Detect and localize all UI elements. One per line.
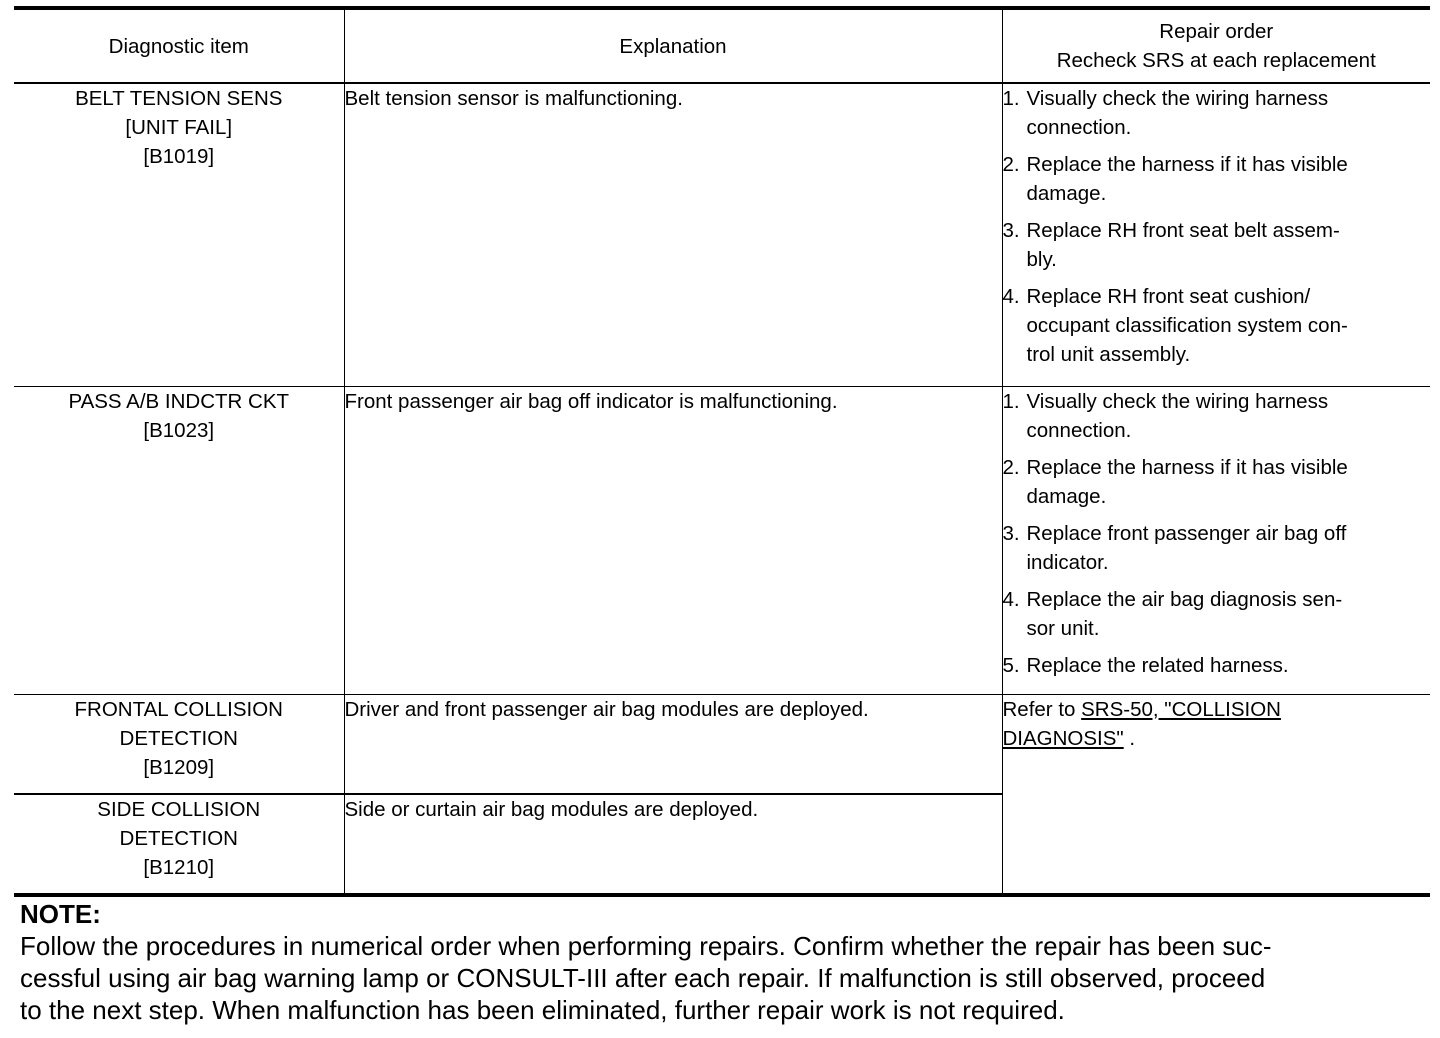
repair-order-cell [1002,694,1430,895]
note-title: NOTE: [20,899,101,929]
diagnostic-item-cell: BELT TENSION SENS [UNIT FAIL] [B1019] [75,87,283,168]
table-row [14,694,1430,794]
table-header-row [14,8,1430,83]
repair-steps-list [1003,387,1431,680]
collision-diagnosis-link[interactable]: SRS-50, "COLLISION [1081,697,1281,721]
repair-step: 2. Replace the harness if it has visible damage. [1002,455,1348,508]
table-row [14,83,1430,386]
explanation-cell: Driver and front passenger air bag modules are deployed. [344,694,1002,794]
refer-suffix: . [1123,726,1136,750]
collision-diagnosis-link-cont[interactable]: DIAGNOSIS" [1002,726,1124,750]
table-row [14,386,1430,694]
note-text-line: to the next step. When malfunction has been eliminated, further repair work is not required. [20,995,1065,1025]
note-text-line: cessful using air bag warning lamp or CONSULT-III after each repair. If malfunction is still observed, proceed [20,963,1266,993]
repair-step: 3. Replace front passenger air bag off indicator. [1002,521,1347,574]
diagnostic-item-cell: PASS A/B INDCTR CKT [B1023] [14,386,344,694]
repair-step: 2. Replace the harness if it has visible damage. [1002,153,1348,205]
repair-steps-list [1003,84,1431,369]
header-explanation: Explanation [344,8,1002,83]
diagnostic-item-cell: FRONTAL COLLISION DETECTION [B1209] [14,694,344,794]
note-text-line: Follow the procedures in numerical order when performing repairs. Confirm whether the repair has been suc- [20,931,1272,961]
diagnostic-table [14,6,1430,897]
note-block [20,898,1432,1026]
repair-step: 4. Replace RH front seat cushion/ occupant classification system con- trol unit assembly. [1002,285,1348,366]
header-repair-order: Repair order Recheck SRS at each replacement [1002,8,1430,83]
repair-order-cell [1002,386,1430,694]
repair-order-cell [1002,83,1430,386]
explanation-cell: Side or curtain air bag modules are deployed. [344,794,1002,895]
header-diagnostic-item: Diagnostic item [14,8,344,83]
repair-step: 1. Visually check the wiring harness connection. [1002,389,1329,442]
repair-step: 5. Replace the related harness. [1002,653,1289,677]
repair-step: 3. Replace RH front seat belt assem- bly. [1002,219,1340,271]
repair-step: 4. Replace the air bag diagnosis sen- sor unit. [1002,587,1343,640]
refer-text: Refer to [1002,697,1082,721]
explanation-cell: Belt tension sensor is malfunctioning. [344,83,1002,386]
explanation-cell: Front passenger air bag off indicator is malfunctioning. [344,386,1002,694]
repair-step: 1. Visually check the wiring harness connection. [1002,87,1329,139]
diagnostic-item-cell: SIDE COLLISION DETECTION [B1210] [14,794,344,895]
